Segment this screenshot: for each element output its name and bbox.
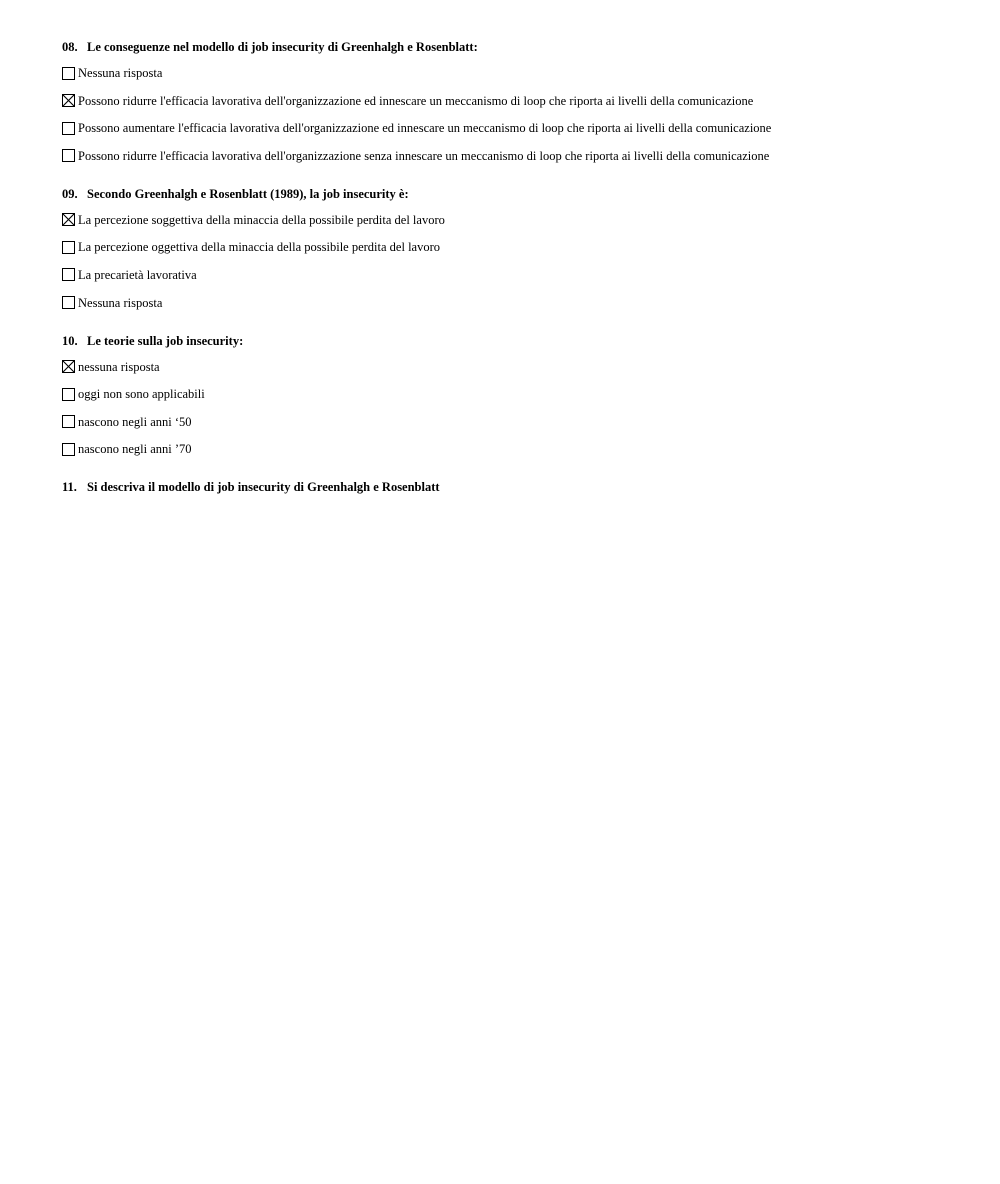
question-number: 09. <box>62 186 78 201</box>
answer-checkbox[interactable] <box>62 213 75 226</box>
answer-checkbox[interactable] <box>62 268 75 281</box>
answer-label: La percezione oggettiva della minaccia della possibile perdita del lavoro <box>78 240 440 255</box>
question-number: 10. <box>62 333 78 348</box>
answer-option <box>62 148 962 164</box>
question-11 <box>62 479 962 495</box>
answer-label: La percezione soggettiva della minaccia della possibile perdita del lavoro <box>78 212 445 227</box>
answer-checkbox[interactable] <box>62 443 75 456</box>
question-title <box>62 479 962 495</box>
question-text: Si descriva il modello di job insecurity di Greenhalgh e Rosenblatt <box>87 480 440 495</box>
answer-label: nascono negli anni ‘50 <box>78 414 192 429</box>
question-title <box>62 333 962 349</box>
answer-option <box>62 386 962 402</box>
answer-label: Possono ridurre l'efficacia lavorativa dell'organizzazione senza innescare un meccanismo di loop che riporta ai livelli della comunicazione <box>78 148 770 163</box>
answer-option <box>62 65 962 81</box>
question-09 <box>62 186 962 311</box>
answer-label: nascono negli anni ’70 <box>78 442 192 457</box>
answer-label: nessuna risposta <box>78 359 160 374</box>
question-text: Secondo Greenhalgh e Rosenblatt (1989), la job insecurity è: <box>87 186 409 201</box>
question-number: 11. <box>62 480 77 495</box>
answer-checkbox[interactable] <box>62 241 75 254</box>
answer-checkbox[interactable] <box>62 360 75 373</box>
answer-option <box>62 212 962 228</box>
answer-label: Possono aumentare l'efficacia lavorativa dell'organizzazione ed innescare un meccanismo di loop che riporta ai livelli della comunicazione <box>78 121 772 136</box>
quiz-page <box>62 39 962 517</box>
answer-checkbox[interactable] <box>62 415 75 428</box>
answer-option <box>62 295 962 311</box>
answer-checkbox[interactable] <box>62 67 75 80</box>
answer-option <box>62 267 962 283</box>
answer-option <box>62 359 962 375</box>
answer-checkbox[interactable] <box>62 94 75 107</box>
answer-option <box>62 93 962 109</box>
answer-label: Nessuna risposta <box>78 295 163 310</box>
question-text: Le conseguenze nel modello di job insecurity di Greenhalgh e Rosenblatt: <box>87 40 478 54</box>
answer-label: La precarietà lavorativa <box>78 267 197 282</box>
answer-option <box>62 120 962 136</box>
answer-checkbox[interactable] <box>62 122 75 135</box>
answer-checkbox[interactable] <box>62 149 75 162</box>
answer-option <box>62 239 962 255</box>
question-title <box>62 186 962 202</box>
answer-option <box>62 441 962 457</box>
question-text: Le teorie sulla job insecurity: <box>87 333 244 348</box>
answer-checkbox[interactable] <box>62 296 75 309</box>
answer-label: oggi non sono applicabili <box>78 387 205 402</box>
question-10 <box>62 333 962 458</box>
answer-option <box>62 414 962 430</box>
answer-checkbox[interactable] <box>62 388 75 401</box>
question-08 <box>62 39 962 164</box>
answer-label: Possono ridurre l'efficacia lavorativa dell'organizzazione ed innescare un meccanismo di loop che riporta ai livelli della comunicazione <box>78 93 754 108</box>
question-title <box>62 39 962 55</box>
answer-label: Nessuna risposta <box>78 66 163 80</box>
question-number: 08. <box>62 40 78 54</box>
